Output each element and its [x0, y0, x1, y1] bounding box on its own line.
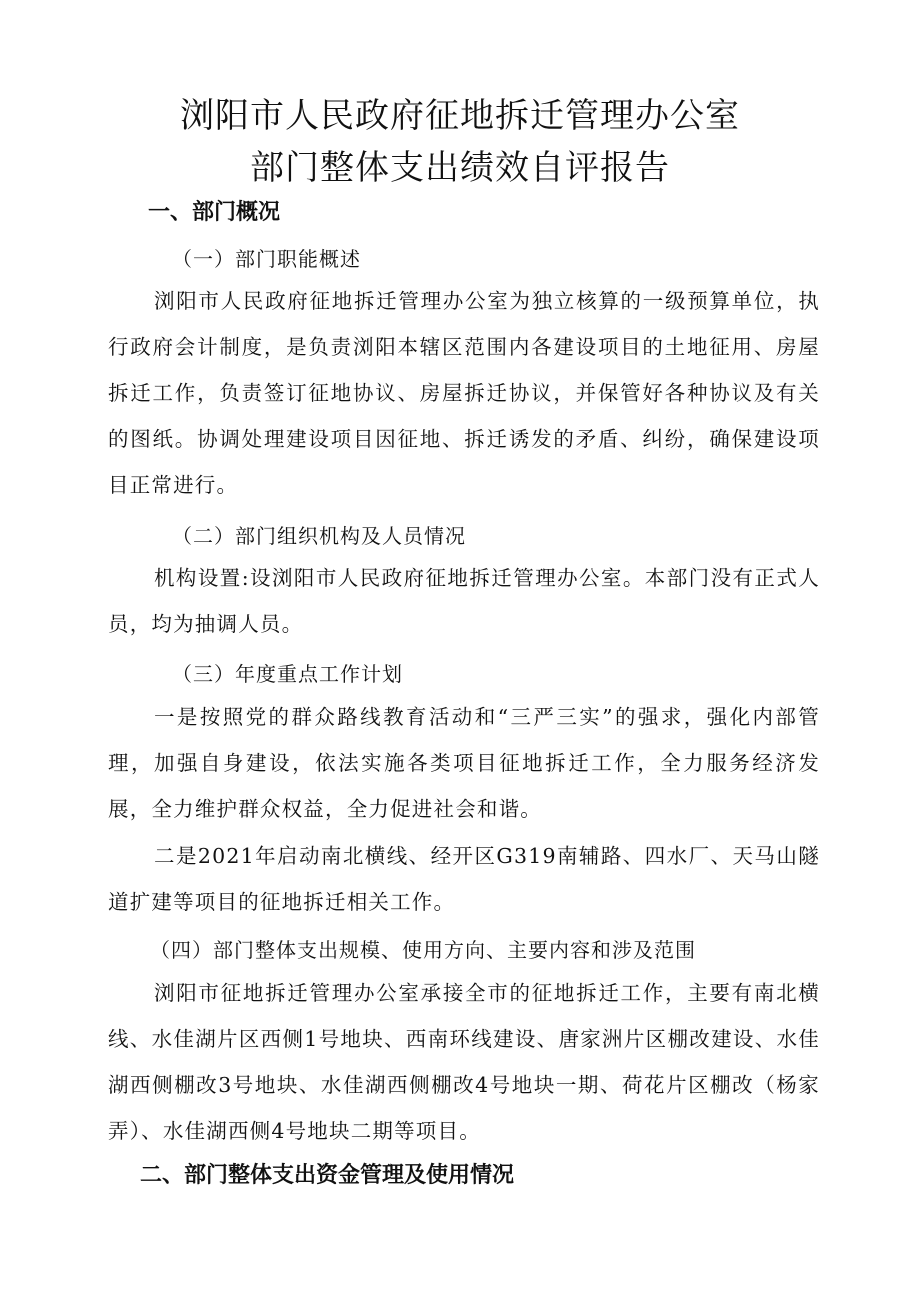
section1-sub3-heading: （三）年度重点工作计划 — [172, 662, 403, 686]
section1-sub4-paragraph: 浏阳市征地拆迁管理办公室承接全市的征地拆迁工作，主要有南北横线、水佳湖片区西侧1号地块、西南环线建设、唐家洲片区棚改建设、水佳湖西侧棚改3号地块、水佳湖西侧棚改4号地块一期、荷花片区棚改（杨家弄）、水佳湖西侧4号地块二期等项目。 — [108, 981, 820, 1143]
section1-sub1-heading: （一）部门职能概述 — [172, 247, 361, 271]
section1-sub3-paragraph1: 一是按照党的群众路线教育活动和“三严三实”的强求，强化内部管理，加强自身建设，依法实施各类项目征地拆迁工作，全力服务经济发展，全力维护群众权益，全力促进社会和谐。 — [108, 705, 820, 821]
document-title-line1: 浏阳市人民政府征地拆迁管理办公室 — [180, 96, 740, 136]
section1-sub2-paragraph: 机构设置:设浏阳市人民政府征地拆迁管理办公室。本部门没有正式人员，均为抽调人员。 — [108, 566, 820, 636]
section1-sub4-heading: （四）部门整体支出规模、使用方向、主要内容和涉及范围 — [150, 938, 696, 962]
section1-sub1-paragraph: 浏阳市人民政府征地拆迁管理办公室为独立核算的一级预算单位，执行政府会计制度，是负责浏阳本辖区范围内各建设项目的土地征用、房屋拆迁工作，负责签订征地协议、房屋拆迁协议，并保管好各种协议及有关的图纸。协调处理建设项目因征地、拆迁诱发的矛盾、纠纷，确保建设项目正常进行。 — [108, 289, 820, 497]
section1-sub3-paragraph2: 二是2021年启动南北横线、经开区G319南辅路、四水厂、天马山隧道扩建等项目的征地拆迁相关工作。 — [108, 844, 820, 914]
document-title-line2: 部门整体支出绩效自评报告 — [250, 148, 670, 188]
section1-heading: 一、部门概况 — [148, 200, 281, 225]
section2-heading: 二、部门整体支出资金管理及使用情况 — [140, 1163, 515, 1188]
section1-sub2-heading: （二）部门组织机构及人员情况 — [172, 524, 466, 548]
